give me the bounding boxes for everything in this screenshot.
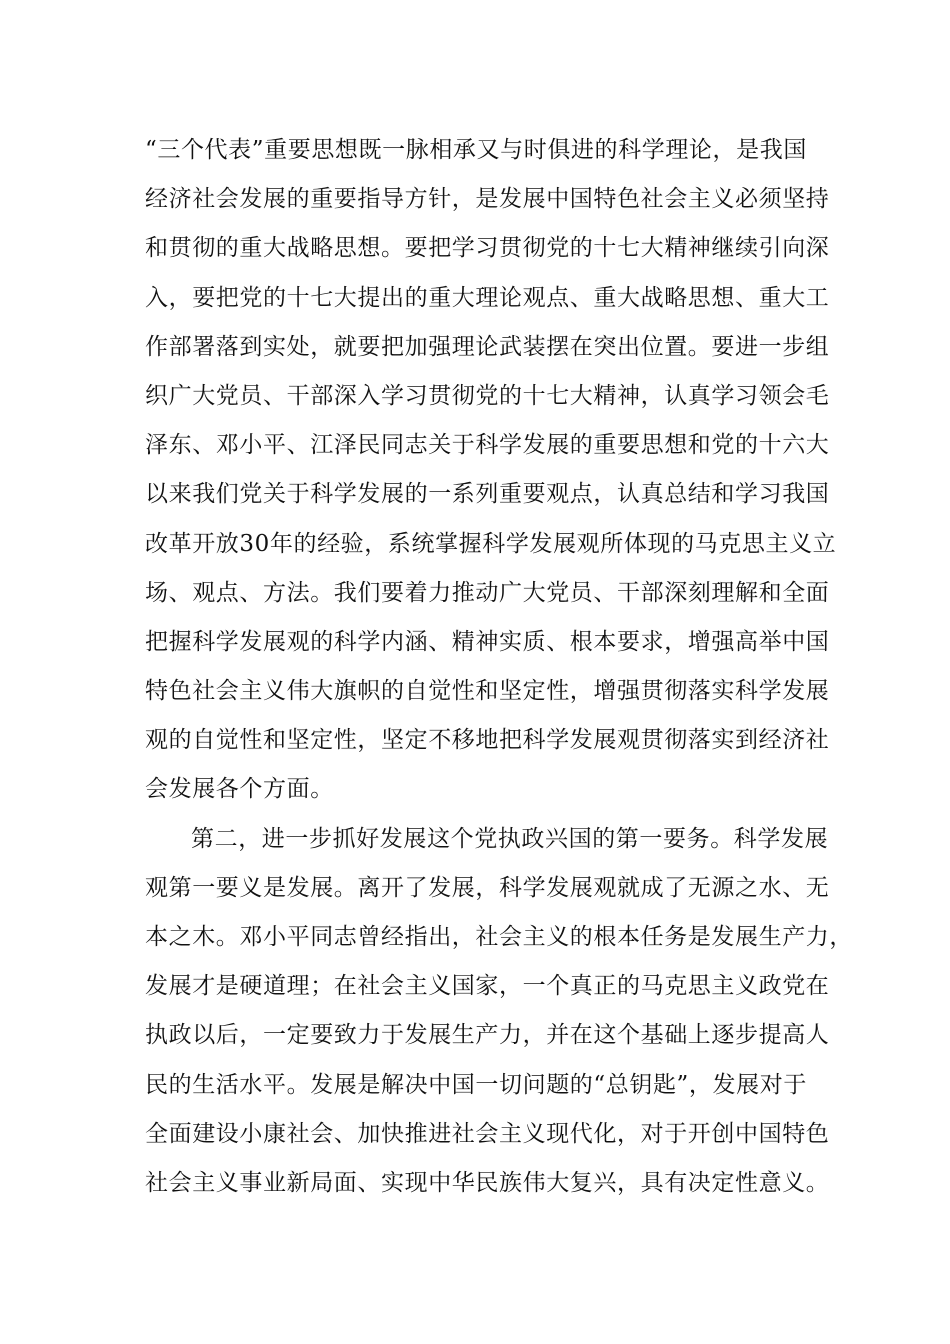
- text-line: “三个代表”重要思想既一脉相承又与时俱进的科学理论，是我国: [145, 137, 807, 163]
- text-line: 以来我们党关于科学发展的一系列重要观点，认真总结和学习我国: [145, 481, 830, 508]
- paragraph-1: [145, 126, 845, 815]
- text-line: 和贯彻的重大战略思想。要把学习贯彻党的十七大精神继续引向深: [145, 235, 830, 262]
- text-line: 会发展各个方面。: [145, 776, 334, 803]
- text-line: 作部署落到实处，就要把加强理论武装摆在突出位置。要进一步组: [145, 333, 830, 360]
- paragraph-2: [145, 815, 853, 1209]
- text-line: 全面建设小康社会、加快推进社会主义现代化，对于开创中国特色: [145, 1120, 830, 1147]
- text-line: 观的自觉性和坚定性，坚定不移地把科学发展观贯彻落实到经济社: [145, 727, 830, 754]
- text-line: 场、观点、方法。我们要着力推动广大党员、干部深刻理解和全面: [145, 579, 830, 606]
- text-line: 观第一要义是发展。离开了发展，科学发展观就成了无源之水、无: [145, 874, 830, 901]
- text-line: 社会主义事业新局面、实现中华民族伟大复兴，具有决定性意义。: [145, 1169, 830, 1196]
- text-line: 泽东、邓小平、江泽民同志关于科学发展的重要思想和党的十六大: [145, 432, 830, 459]
- text-line: 经济社会发展的重要指导方针，是发展中国特色社会主义必须坚持: [145, 186, 830, 213]
- text-line: 入，要把党的十七大提出的重大理论观点、重大战略思想、重大工: [145, 284, 830, 311]
- text-line: 执政以后，一定要致力于发展生产力，并在这个基础上逐步提高人: [145, 1022, 830, 1049]
- text-line: 改革开放30年的经验，系统掌握科学发展观所体现的马克思主义立: [145, 530, 837, 557]
- text-line: 特色社会主义伟大旗帜的自觉性和坚定性，增强贯彻落实科学发展: [145, 678, 830, 705]
- text-line: 织广大党员、干部深入学习贯彻党的十七大精神，认真学习领会毛: [145, 382, 830, 409]
- body-text: [145, 126, 853, 1208]
- text-line: 民的生活水平。发展是解决中国一切问题的“总钥匙”，发展对于: [145, 1071, 807, 1098]
- text-line: 把握科学发展观的科学内涵、精神实质、根本要求，增强高举中国: [145, 628, 830, 655]
- text-line: 发展才是硬道理；在社会主义国家，一个真正的马克思主义政党在: [145, 973, 830, 1000]
- text-line: 本之木。邓小平同志曾经指出，社会主义的根本任务是发展生产力，: [145, 924, 853, 950]
- text-line: 第二，进一步抓好发展这个党执政兴国的第一要务。科学发展: [191, 825, 829, 852]
